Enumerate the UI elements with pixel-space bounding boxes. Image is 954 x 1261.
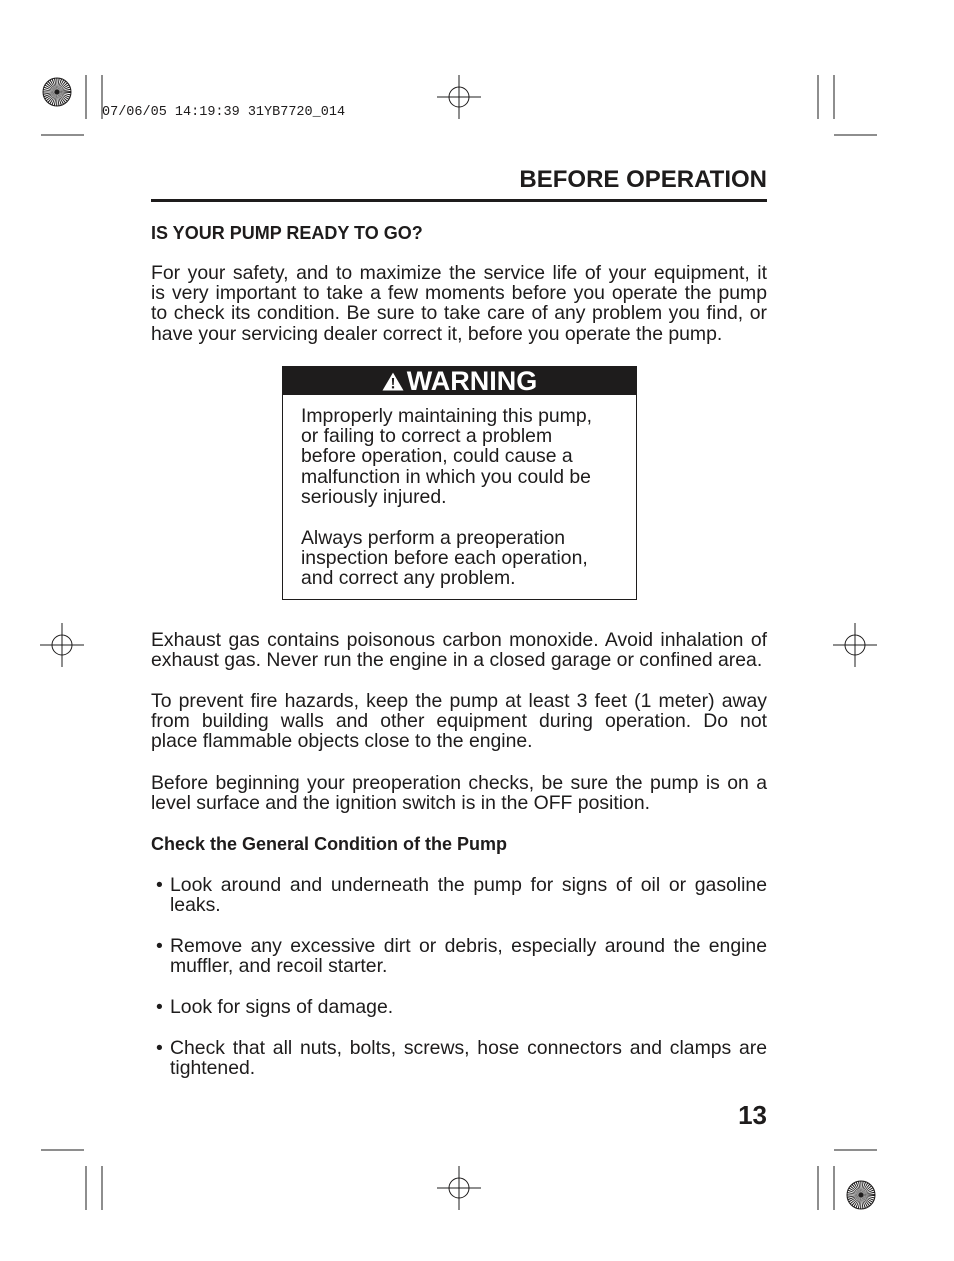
text-line: is very important to take a few moments before you operate the pump xyxy=(151,281,767,304)
bullet-marker: • xyxy=(156,873,163,896)
warning-box xyxy=(282,366,637,600)
print-slug: 07/06/05 14:19:39 31YB7720_014 xyxy=(102,105,346,120)
text-line: leaks. xyxy=(170,893,221,916)
header-rule xyxy=(151,199,767,202)
bullet-item xyxy=(156,873,767,916)
sunburst-target-top-left xyxy=(43,78,71,106)
crosshair-top-center xyxy=(437,75,481,119)
text-line: or failing to correct a problem xyxy=(301,424,553,447)
text-line: For your safety, and to maximize the service life of your equipment, it xyxy=(151,261,767,284)
bullet-marker: • xyxy=(156,995,163,1018)
bullet-marker: • xyxy=(156,934,163,957)
text-line: from building walls and other equipment during operation. Do not xyxy=(151,709,767,732)
text-line: seriously injured. xyxy=(301,486,447,509)
text-line: Check that all nuts, bolts, screws, hose connectors and clamps are xyxy=(170,1036,767,1059)
crop-marks-top-right xyxy=(818,75,877,135)
warning-triangle-icon xyxy=(382,372,404,391)
intro-paragraph xyxy=(151,263,767,345)
text-line: have your servicing dealer correct it, before you operate the pump. xyxy=(151,322,723,345)
bullet-item xyxy=(156,934,767,977)
text-line: tightened. xyxy=(170,1056,256,1079)
crosshair-middle-right xyxy=(833,623,877,667)
warning-header xyxy=(283,367,636,395)
text-line: Look for signs of damage. xyxy=(170,995,394,1018)
text-line: and correct any problem. xyxy=(301,567,516,590)
text-line: before operation, could cause a xyxy=(301,445,573,468)
text-line: exhaust gas. Never run the engine in a closed garage or confined area. xyxy=(151,648,763,671)
bullet-marker: • xyxy=(156,1036,163,1059)
text-line: muffler, and recoil starter. xyxy=(170,954,388,977)
exhaust-paragraph xyxy=(151,630,767,671)
text-line: malfunction in which you could be xyxy=(301,465,591,488)
text-line: Improperly maintaining this pump, xyxy=(301,404,592,427)
level-surface-paragraph xyxy=(151,773,767,814)
crosshair-bottom-center xyxy=(437,1166,481,1210)
fire-hazard-paragraph xyxy=(151,691,767,752)
text-line: inspection before each operation, xyxy=(301,546,588,569)
page-title: BEFORE OPERATION xyxy=(519,166,767,193)
bullet-item xyxy=(156,1036,767,1079)
text-line: Always perform a preoperation xyxy=(301,526,566,549)
section-heading: IS YOUR PUMP READY TO GO? xyxy=(151,223,423,243)
crosshair-middle-left xyxy=(40,623,84,667)
text-line: to check its condition. Be sure to take care of any problem you find, or xyxy=(151,302,767,325)
crop-marks-bottom-left xyxy=(41,1150,102,1210)
text-line: level surface and the ignition switch is in the OFF position. xyxy=(151,791,651,814)
text-line: Look around and underneath the pump for signs of oil or gasoline xyxy=(170,873,767,896)
subheading: Check the General Condition of the Pump xyxy=(151,834,508,854)
sunburst-target-bottom-right xyxy=(847,1181,875,1209)
text-line: Exhaust gas contains poisonous carbon monoxide. Avoid inhalation of xyxy=(151,628,767,651)
bullet-item xyxy=(156,995,767,1018)
warning-label: WARNING xyxy=(406,366,538,396)
text-line: Remove any excessive dirt or debris, especially around the engine xyxy=(170,934,767,957)
text-line: To prevent fire hazards, keep the pump at least 3 feet (1 meter) away xyxy=(151,689,767,712)
warning-paragraph-1 xyxy=(301,406,592,508)
page-number: 13 xyxy=(738,1100,767,1130)
text-line: place flammable objects close to the engine. xyxy=(151,730,533,753)
text-line: Before beginning your preoperation checks, be sure the pump is on a xyxy=(151,771,767,794)
warning-paragraph-2 xyxy=(301,528,588,589)
